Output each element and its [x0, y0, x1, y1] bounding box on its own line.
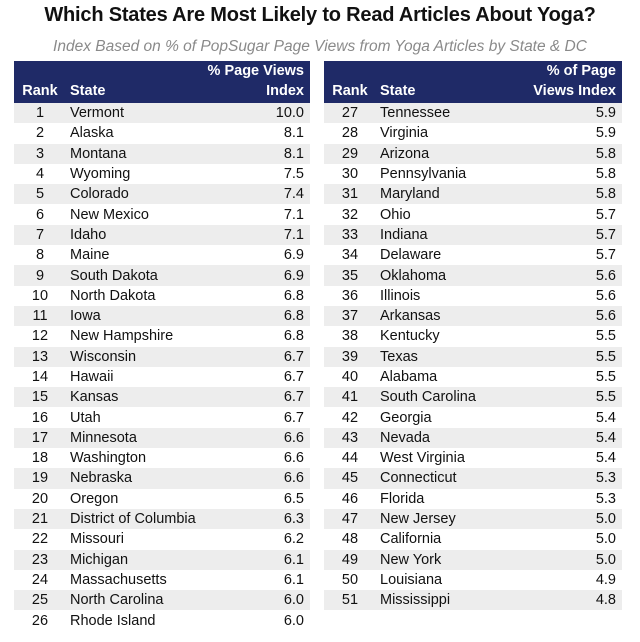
index-value-cell: 5.3 [506, 468, 622, 488]
index-value-cell: 5.0 [506, 529, 622, 549]
table-row [14, 428, 310, 448]
rank-cell: 14 [14, 367, 66, 387]
rank-cell: 51 [324, 590, 376, 610]
state-cell: Idaho [66, 225, 194, 245]
rank-cell: 13 [14, 347, 66, 367]
index-value-cell: 6.3 [194, 509, 310, 529]
table-body-right [324, 103, 622, 610]
state-cell: South Carolina [376, 387, 506, 407]
rank-cell: 4 [14, 164, 66, 184]
rank-cell: 21 [14, 509, 66, 529]
index-value-cell: 5.8 [506, 144, 622, 164]
index-value-cell: 6.0 [194, 610, 310, 630]
index-value-cell: 5.6 [506, 286, 622, 306]
rank-cell: 23 [14, 550, 66, 570]
table-row [14, 367, 310, 387]
rank-cell: 36 [324, 286, 376, 306]
rank-table-right [324, 61, 622, 610]
state-cell: Michigan [66, 550, 194, 570]
table-row [324, 103, 622, 123]
state-cell: Virginia [376, 123, 506, 143]
rank-cell: 35 [324, 265, 376, 285]
index-value-cell: 7.5 [194, 164, 310, 184]
state-cell: Vermont [66, 103, 194, 123]
table-row [324, 245, 622, 265]
index-value-cell: 6.2 [194, 529, 310, 549]
state-cell: Utah [66, 407, 194, 427]
index-value-cell: 5.5 [506, 347, 622, 367]
index-value-cell: 6.7 [194, 347, 310, 367]
state-cell: Louisiana [376, 570, 506, 590]
rank-cell: 32 [324, 204, 376, 224]
state-cell: Delaware [376, 245, 506, 265]
state-cell: Wisconsin [66, 347, 194, 367]
state-cell: Mississippi [376, 590, 506, 610]
table-row [14, 144, 310, 164]
index-value-cell: 6.7 [194, 387, 310, 407]
table-row [324, 204, 622, 224]
state-cell: North Carolina [66, 590, 194, 610]
index-value-cell: 5.9 [506, 123, 622, 143]
table-row [14, 245, 310, 265]
state-cell: Alabama [376, 367, 506, 387]
state-cell: New York [376, 550, 506, 570]
rank-table-left [14, 61, 310, 631]
rank-cell: 6 [14, 204, 66, 224]
header-state: State [376, 81, 506, 103]
table-row [14, 407, 310, 427]
index-value-cell: 4.8 [506, 590, 622, 610]
chart-subtitle: Index Based on % of PopSugar Page Views from Yoga Articles by State & DC [53, 38, 587, 55]
state-cell: Alaska [66, 123, 194, 143]
table-row [14, 509, 310, 529]
table-row [14, 184, 310, 204]
state-cell: Kentucky [376, 326, 506, 346]
state-cell: Texas [376, 347, 506, 367]
table-row [14, 529, 310, 549]
header-state: State [66, 81, 194, 103]
index-value-cell: 6.6 [194, 448, 310, 468]
index-value-cell: 5.0 [506, 550, 622, 570]
state-cell: Iowa [66, 306, 194, 326]
header-blank [324, 61, 376, 81]
table-row [324, 164, 622, 184]
table-row [324, 225, 622, 245]
header-index-line1: % of Page [506, 61, 622, 81]
state-cell: Ohio [376, 204, 506, 224]
index-value-cell: 6.8 [194, 326, 310, 346]
index-value-cell: 5.4 [506, 448, 622, 468]
table-row [14, 570, 310, 590]
rank-cell: 16 [14, 407, 66, 427]
header-rank: Rank [14, 81, 66, 103]
rank-cell: 3 [14, 144, 66, 164]
state-cell: Missouri [66, 529, 194, 549]
index-value-cell: 8.1 [194, 123, 310, 143]
index-value-cell: 5.7 [506, 204, 622, 224]
rank-cell: 7 [14, 225, 66, 245]
index-value-cell: 10.0 [194, 103, 310, 123]
state-cell: Connecticut [376, 468, 506, 488]
state-cell: Georgia [376, 407, 506, 427]
table-row [14, 265, 310, 285]
table-row [14, 347, 310, 367]
rank-cell: 2 [14, 123, 66, 143]
state-cell: Maine [66, 245, 194, 265]
table-row [14, 225, 310, 245]
rank-cell: 12 [14, 326, 66, 346]
rank-cell: 33 [324, 225, 376, 245]
index-value-cell: 6.9 [194, 265, 310, 285]
state-cell: Minnesota [66, 428, 194, 448]
rank-cell: 9 [14, 265, 66, 285]
table-row [14, 164, 310, 184]
table-row [324, 489, 622, 509]
state-cell: New Mexico [66, 204, 194, 224]
rank-cell: 45 [324, 468, 376, 488]
state-cell: Rhode Island [66, 610, 194, 630]
header-index-line1: % Page Views [194, 61, 310, 81]
rank-cell: 5 [14, 184, 66, 204]
state-cell: Hawaii [66, 367, 194, 387]
table-row [324, 347, 622, 367]
index-value-cell: 5.6 [506, 306, 622, 326]
state-cell: Oklahoma [376, 265, 506, 285]
index-value-cell: 5.5 [506, 387, 622, 407]
header-blank [66, 61, 194, 81]
table-row [14, 306, 310, 326]
index-value-cell: 5.8 [506, 164, 622, 184]
state-cell: Florida [376, 489, 506, 509]
index-value-cell: 4.9 [506, 570, 622, 590]
rank-cell: 22 [14, 529, 66, 549]
header-index-line2: Index [194, 81, 310, 103]
header-blank [14, 61, 66, 81]
rank-cell: 40 [324, 367, 376, 387]
index-value-cell: 6.7 [194, 407, 310, 427]
table-row [324, 387, 622, 407]
table-row [324, 570, 622, 590]
index-value-cell: 5.7 [506, 225, 622, 245]
index-value-cell: 7.4 [194, 184, 310, 204]
state-cell: North Dakota [66, 286, 194, 306]
rank-cell: 28 [324, 123, 376, 143]
table-row [324, 265, 622, 285]
table-row [14, 590, 310, 610]
state-cell: Arkansas [376, 306, 506, 326]
rank-cell: 47 [324, 509, 376, 529]
index-value-cell: 8.1 [194, 144, 310, 164]
state-cell: New Jersey [376, 509, 506, 529]
table-row [324, 123, 622, 143]
rank-cell: 49 [324, 550, 376, 570]
table-row [14, 326, 310, 346]
index-value-cell: 5.6 [506, 265, 622, 285]
rank-cell: 48 [324, 529, 376, 549]
table-row [14, 103, 310, 123]
header-index-line2: Views Index [506, 81, 622, 103]
table-row [14, 387, 310, 407]
rank-cell: 1 [14, 103, 66, 123]
table-row [324, 428, 622, 448]
index-value-cell: 5.8 [506, 184, 622, 204]
index-value-cell: 6.5 [194, 489, 310, 509]
state-cell: Arizona [376, 144, 506, 164]
rank-cell: 42 [324, 407, 376, 427]
index-value-cell: 6.9 [194, 245, 310, 265]
table-row [14, 550, 310, 570]
rank-cell: 31 [324, 184, 376, 204]
table-row [14, 468, 310, 488]
rank-cell: 30 [324, 164, 376, 184]
index-value-cell: 7.1 [194, 225, 310, 245]
rank-cell: 24 [14, 570, 66, 590]
index-value-cell: 6.0 [194, 590, 310, 610]
table-row [324, 509, 622, 529]
state-cell: Nebraska [66, 468, 194, 488]
state-cell: Wyoming [66, 164, 194, 184]
state-cell: West Virginia [376, 448, 506, 468]
table-row [324, 529, 622, 549]
state-cell: Washington [66, 448, 194, 468]
table-row [324, 144, 622, 164]
state-cell: Pennsylvania [376, 164, 506, 184]
state-cell: Maryland [376, 184, 506, 204]
table-row [324, 286, 622, 306]
state-cell: Oregon [66, 489, 194, 509]
state-cell: Massachusetts [66, 570, 194, 590]
state-cell: Indiana [376, 225, 506, 245]
chart-title: Which States Are Most Likely to Read Articles About Yoga? [44, 4, 596, 26]
state-cell: Kansas [66, 387, 194, 407]
table-row [14, 489, 310, 509]
rank-cell: 17 [14, 428, 66, 448]
table-row [14, 204, 310, 224]
table-row [324, 468, 622, 488]
rank-cell: 26 [14, 610, 66, 630]
table-row [14, 123, 310, 143]
index-value-cell: 6.7 [194, 367, 310, 387]
table-row [324, 184, 622, 204]
index-value-cell: 7.1 [194, 204, 310, 224]
header-rank: Rank [324, 81, 376, 103]
index-value-cell: 6.6 [194, 428, 310, 448]
table-row [14, 286, 310, 306]
state-cell: District of Columbia [66, 509, 194, 529]
state-cell: California [376, 529, 506, 549]
rank-cell: 19 [14, 468, 66, 488]
table-row [324, 590, 622, 610]
rank-cell: 46 [324, 489, 376, 509]
table-row [324, 326, 622, 346]
rank-cell: 15 [14, 387, 66, 407]
table-row [324, 550, 622, 570]
index-value-cell: 5.5 [506, 326, 622, 346]
rank-cell: 18 [14, 448, 66, 468]
table-row [14, 448, 310, 468]
rank-cell: 10 [14, 286, 66, 306]
rank-cell: 41 [324, 387, 376, 407]
index-value-cell: 5.4 [506, 407, 622, 427]
index-value-cell: 5.4 [506, 428, 622, 448]
table-row [14, 610, 310, 630]
state-cell: Illinois [376, 286, 506, 306]
state-cell: South Dakota [66, 265, 194, 285]
index-value-cell: 5.3 [506, 489, 622, 509]
rank-cell: 39 [324, 347, 376, 367]
rank-cell: 29 [324, 144, 376, 164]
state-cell: Colorado [66, 184, 194, 204]
rank-cell: 44 [324, 448, 376, 468]
index-value-cell: 5.9 [506, 103, 622, 123]
table-row [324, 407, 622, 427]
rank-cell: 25 [14, 590, 66, 610]
table-row [324, 306, 622, 326]
rank-cell: 43 [324, 428, 376, 448]
rank-cell: 11 [14, 306, 66, 326]
state-cell: Tennessee [376, 103, 506, 123]
rank-cell: 20 [14, 489, 66, 509]
rank-cell: 38 [324, 326, 376, 346]
table-body-left [14, 103, 310, 631]
rank-cell: 50 [324, 570, 376, 590]
table-row [324, 448, 622, 468]
index-value-cell: 6.1 [194, 550, 310, 570]
index-value-cell: 6.8 [194, 306, 310, 326]
index-value-cell: 6.8 [194, 286, 310, 306]
index-value-cell: 6.1 [194, 570, 310, 590]
rank-cell: 34 [324, 245, 376, 265]
index-value-cell: 5.5 [506, 367, 622, 387]
state-cell: Montana [66, 144, 194, 164]
state-cell: New Hampshire [66, 326, 194, 346]
index-value-cell: 6.6 [194, 468, 310, 488]
rank-cell: 8 [14, 245, 66, 265]
header-blank [376, 61, 506, 81]
rank-cell: 27 [324, 103, 376, 123]
table-row [324, 367, 622, 387]
index-value-cell: 5.7 [506, 245, 622, 265]
rank-cell: 37 [324, 306, 376, 326]
state-cell: Nevada [376, 428, 506, 448]
index-value-cell: 5.0 [506, 509, 622, 529]
